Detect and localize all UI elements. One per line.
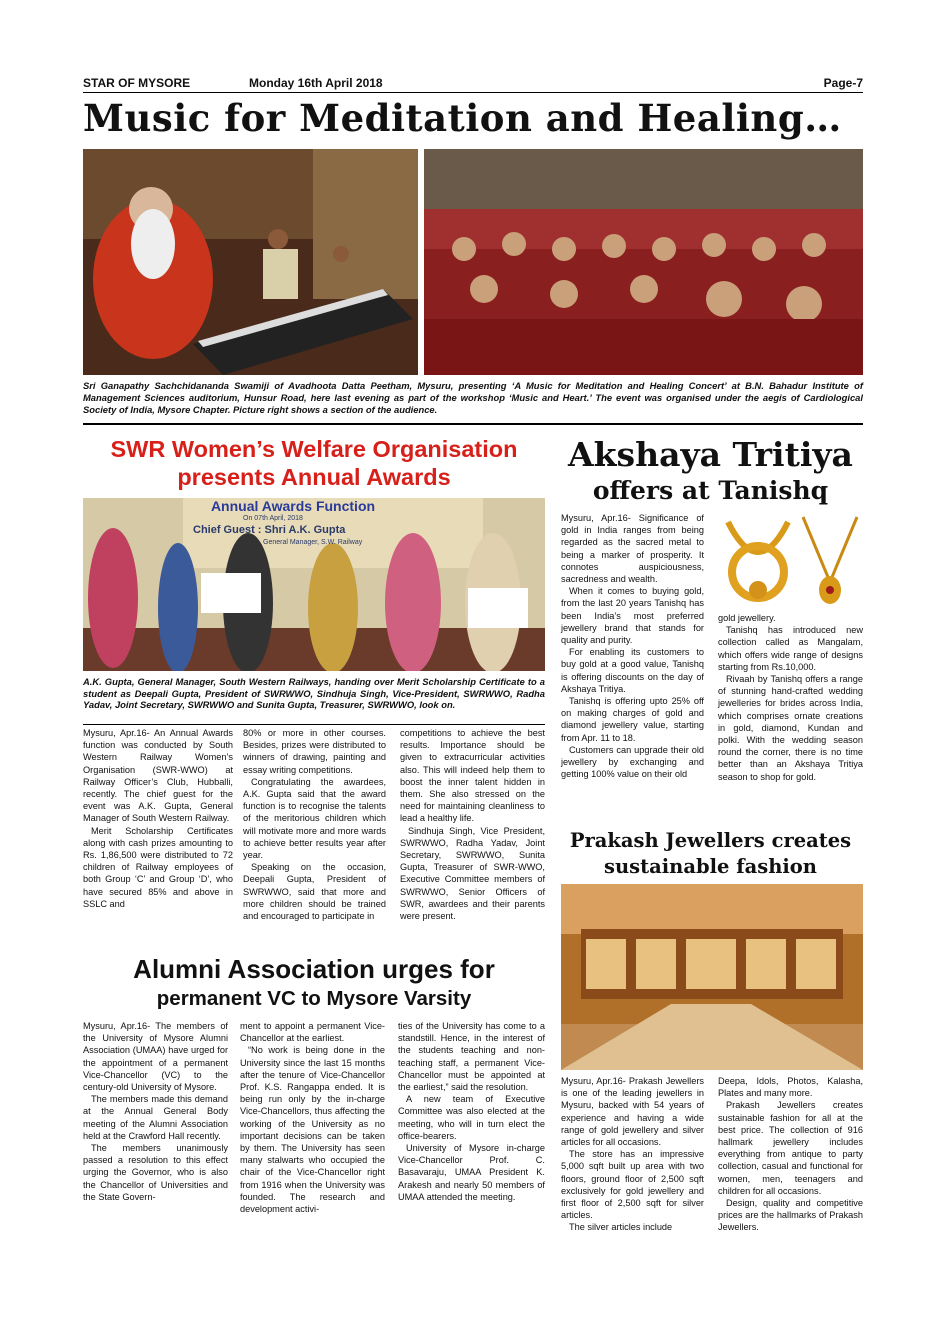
prakash-store-photo [561,884,863,1070]
swr-awards-photo [83,498,545,671]
prakash-headline-line2: sustainable fashion [603,855,817,878]
prakash-column-1 [561,1075,704,1234]
paragraph: A new team of Executive Committee was also elected at the meeting, who will in turn elect the office-bearers. [398,1094,545,1141]
page-number: Page-7 [823,76,863,90]
paragraph: Mysuru, Apr.16- Prakash Jewellers is one of the leading jewellers in Mysuru, backed with 54 years of experience and having a wide range of gold jewellery and silver articles for all occasions. [561,1076,704,1148]
masthead [83,76,863,93]
alumni-headline-line1: Alumni Association urges for [133,954,495,984]
gold-necklace-illustration [718,512,863,608]
paragraph: competitions to achieve the best results. Importance should be given to extracurricular activities also. This will indeed help them to boost the inner talent hidden in them. She also stressed on the need for maintaining cleanliness to lead a healthy life. [400,728,545,824]
paragraph: Speaking on the occasion, Deepali Gupta, President of SWRWWO, said that more and more children should be trained and encouraged to participate in [243,862,386,922]
paragraph: For enabling its customers to buy gold at a good value, Tanishq is offering discounts on the day of Akshaya Tritiya. [561,647,704,694]
swr-headline-line1: SWR Women’s Welfare Organisation [110,436,518,462]
alumni-column-2 [240,1020,385,1215]
prakash-column-2 [718,1075,863,1234]
paragraph: ties of the University has come to a standstill. Hence, in the interest of the students teaching and non-teaching staff, a permanent Vice-Chancellor must be appointed at the earliest,” said the resolution. [398,1021,545,1093]
paragraph: Sindhuja Singh, Vice President, SWRWWO, Radha Yadav, Joint Secretary, SWRWWO, Sunita Gupta, Treasurer of SWR-WWO, Executive Committee members of SWRWWO, Senior Officers of SWR, awardees and their parents were present. [400,825,545,922]
swr-banner-chief: Chief Guest : Shri A.K. Gupta [193,524,346,536]
swr-banner-gm: General Manager, S.W. Railway [263,539,363,546]
tanishq-column-1 [561,512,704,780]
paragraph: The store has an impressive 5,000 sqft built up area with two floors, ground floor of 2,500 sqft exclusively for gold jewellery and first floor of 2,500 sqft for silver articles. [561,1149,704,1221]
alumni-column-1 [83,1020,228,1203]
paragraph: Rivaah by Tanishq offers a range of stunning hand-crafted wedding jewelleries for brides across India, which comprises ornate creations in gold, diamond, Kundan and polki. With the wedding season round the corner, there is no time better than an Akshaya Tritiya season to shop for gold. [718,674,863,782]
main-headline: Music for Meditation and Healing… [83,96,842,140]
paragraph: Tanishq has introduced new collection called as Mangalam, which offers wide range of designs starting from Rs.10,000. [718,625,863,672]
divider [83,423,863,425]
swr-headline [83,435,545,491]
paragraph: Congratulating the awardees, A.K. Gupta said that the award function is to recognise the talents of the meritorious children which will motivate more and more wards to achieve better results year after year. [243,776,386,861]
paragraph: “No work is being done in the University since the last 15 months after the tenure of Vice-Chancellor Prof. K.S. Rangappa ended. It is being run only by the in-charge Vice-Chancellors, thus affecting the working of the University as no important decisions can be taken by them. The University has seen many stalwarts who occupied the chair of the Vice-Chancellor right from 1916 when the University was founded. The research and development activi- [240,1045,385,1215]
newspaper-name: STAR OF MYSORE [83,76,191,90]
swr-banner-date: On 07th April, 2018 [243,515,303,522]
paragraph: Design, quality and competitive prices are the hallmarks of Prakash Jewellers. [718,1198,863,1233]
paragraph: Mysuru, Apr.16- Significance of gold in India ranges from being regarded as the sacred metal to being a marker of prosperity. It connotes auspiciousness, sacredness and wealth. [561,513,704,585]
paragraph: 80% or more in other courses. Besides, prizes were distributed to winners of drawing, painting and essay writing competitions. [243,728,386,775]
issue-date: Monday 16th April 2018 [249,76,383,90]
swr-column-2 [243,727,386,922]
paragraph: Customers can upgrade their old jewellery by exchanging and getting 100% value on their old [561,744,704,780]
prakash-headline [558,828,863,880]
divider [83,724,545,725]
tanishq-headline [558,435,863,507]
paragraph: The silver articles include [569,1222,673,1233]
prakash-headline-line1: Prakash Jewellers creates [569,829,852,852]
paragraph: Prakash Jewellers creates sustainable fashion for all at the best price. The collection of 916 hallmark jewellery includes everything from antique to party collection, casual and functional for women, men, teenagers and children for all occasions. [718,1100,863,1196]
paragraph: Mysuru, Apr.16- An Annual Awards function was conducted by South Western Railway Women’s Organisation (SWR-WWO) at Railway Officer’s Club, Hubballi, recently. The chief guest for the event was A.K. Gupta, General Manager of South Western Railway. [83,728,233,824]
swamiji-photo [83,149,418,375]
paragraph: University of Mysore in-charge Vice-Chancellor Prof. C. Basavaraju, UMAA President K. Arakesh and nearly 50 members of UMAA attended the meeting. [398,1143,545,1202]
swr-column-3 [400,727,545,922]
swr-caption: A.K. Gupta, General Manager, South Western Railways, handing over Merit Scholarship Certificate to a student as Deepali Gupta, President of SWRWWO, Sindhuja Singh, Vice-President, SWRWWO, Radha Yadav, Joint Secretary, SWRWWO and Sunita Gupta, Treasurer, SWRWWO, look on. [83,676,545,711]
tanishq-headline-line1: Akshaya Tritiya [568,435,853,474]
paragraph: Deepa, Idols, Photos, Kalasha, Plates and many more. [718,1076,863,1099]
swr-headline-line2: presents Annual Awards [177,464,451,490]
paragraph: The members made this demand at the Annual General Body meeting of the Alumni Association held at the Crawford Hall recently. [83,1094,228,1141]
paragraph: Tanishq is offering upto 25% off on making charges of gold and diamond jewellery value, starting from Apr. 11 to 18. [561,696,704,743]
top-photo-caption: Sri Ganapathy Sachchidananda Swamiji of Avadhoota Datta Peetham, Mysuru, presenting ‘A Music for Meditation and Healing Concert’ at B.N. Bahadur Institute of Management Sciences auditorium, Hunsur Road, here last evening as part of the workshop ‘Music and Heart.’ The event was organised under the aegis of Cardiological Society of India, Mysore Chapter. Picture right shows a section of the audience. [83,380,863,415]
tanishq-headline-line2: offers at Tanishq [592,476,829,505]
alumni-headline-line2: permanent VC to Mysore Varsity [156,987,472,1010]
tanishq-column-2 [718,612,863,783]
paragraph: ment to appoint a permanent Vice-Chancellor at the earliest. [240,1021,385,1044]
paragraph: gold jewellery. [718,613,776,623]
alumni-headline [83,953,545,1013]
paragraph: When it comes to buying gold, from the last 20 years Tanishq has been India’s most preferred jewellery brand that stands for quality and purity. [561,586,704,646]
swr-column-1 [83,727,233,910]
audience-photo [424,149,863,375]
swr-banner-title: Annual Awards Function [210,498,376,514]
paragraph: Merit Scholarship Certificates along with cash prizes amounting to Rs. 1,86,500 were distributed to 72 children of Railway employees of both Group ‘C’ and Group ‘D’, who have secured 85% and above in SSLC and [83,825,233,909]
paragraph: The members unanimously passed a resolution to this effect urging the Governor, who is also the Chancellor of Universities and the State Govern- [83,1143,228,1202]
alumni-column-3 [398,1020,545,1203]
paragraph: Mysuru, Apr.16- The members of the University of Mysore Alumni Association (UMAA) have urged for the appointment of a permanent Vice-Chancellor (VC) to the century-old University of Mysore. [83,1021,228,1093]
